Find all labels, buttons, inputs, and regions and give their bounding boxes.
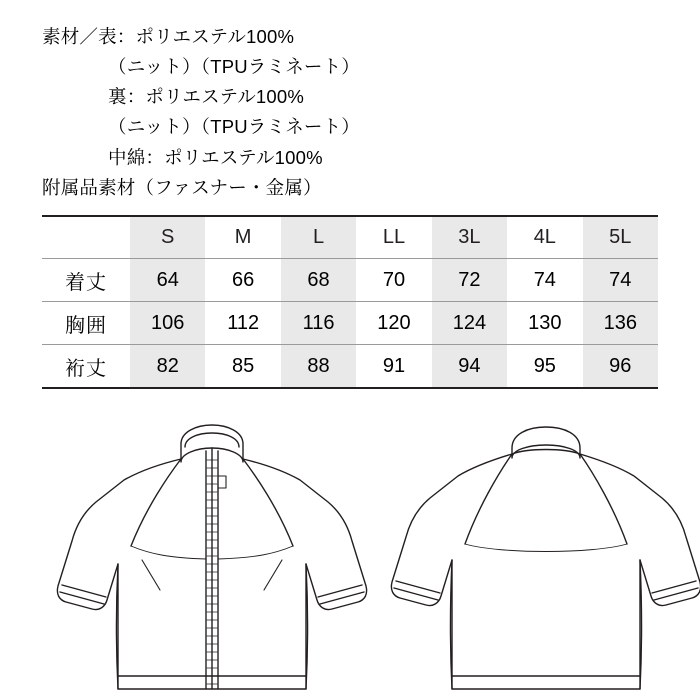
- size-table-header-row: [42, 216, 658, 259]
- cell-chest-5l: 136: [583, 302, 658, 345]
- cell-sleeve-m: 85: [205, 345, 280, 388]
- row-label-chest: 胸囲: [42, 302, 130, 345]
- cell-chest-m: 112: [205, 302, 280, 345]
- cell-sleeve-s: 82: [130, 345, 205, 388]
- size-header-ll: LL: [356, 216, 431, 259]
- cell-sleeve-ll: 91: [356, 345, 431, 388]
- jacket-back-view: [391, 427, 700, 689]
- cell-length-l: 68: [281, 259, 356, 302]
- cell-length-5l: 74: [583, 259, 658, 302]
- size-header-m: M: [205, 216, 280, 259]
- cell-length-4l: 74: [507, 259, 582, 302]
- size-header-4l: 4L: [507, 216, 582, 259]
- row-label-length: 着丈: [42, 259, 130, 302]
- cell-sleeve-5l: 96: [583, 345, 658, 388]
- material-spec-block: [0, 0, 700, 203]
- cell-chest-l: 116: [281, 302, 356, 345]
- cell-length-s: 64: [130, 259, 205, 302]
- material-spec-line: 素材／表：ポリエステル100%: [42, 26, 295, 47]
- material-spec-line: 中綿：ポリエステル100%: [108, 146, 323, 168]
- size-header-s: S: [130, 216, 205, 259]
- table-row: [42, 345, 658, 388]
- size-header-3l: 3L: [432, 216, 507, 259]
- row-label-sleeve: 裄丈: [42, 345, 130, 388]
- cell-chest-ll: 120: [356, 302, 431, 345]
- cell-chest-3l: 124: [432, 302, 507, 345]
- material-spec-line: 附属品素材（ファスナー・金属）: [42, 176, 322, 198]
- size-header-5l: 5L: [583, 216, 658, 259]
- material-spec-line: （ニット）（TPUラミネート）: [108, 116, 361, 138]
- cell-sleeve-3l: 94: [432, 345, 507, 388]
- cell-chest-s: 106: [130, 302, 205, 345]
- cell-length-ll: 70: [356, 259, 431, 302]
- cell-length-3l: 72: [432, 259, 507, 302]
- size-header-l: L: [281, 216, 356, 259]
- material-spec-line: 裏：ポリエステル100%: [108, 86, 305, 108]
- size-table-corner-cell: [42, 216, 130, 259]
- size-table-wrapper: [42, 215, 658, 389]
- jacket-illustrations: [0, 404, 700, 700]
- cell-sleeve-4l: 95: [507, 345, 582, 388]
- material-spec-line: （ニット）（TPUラミネート）: [108, 56, 361, 78]
- jacket-front-view: [57, 425, 366, 689]
- cell-sleeve-l: 88: [281, 345, 356, 388]
- table-row: [42, 259, 658, 302]
- size-table: [42, 215, 658, 389]
- cell-length-m: 66: [205, 259, 280, 302]
- table-row: [42, 302, 658, 345]
- cell-chest-4l: 130: [507, 302, 582, 345]
